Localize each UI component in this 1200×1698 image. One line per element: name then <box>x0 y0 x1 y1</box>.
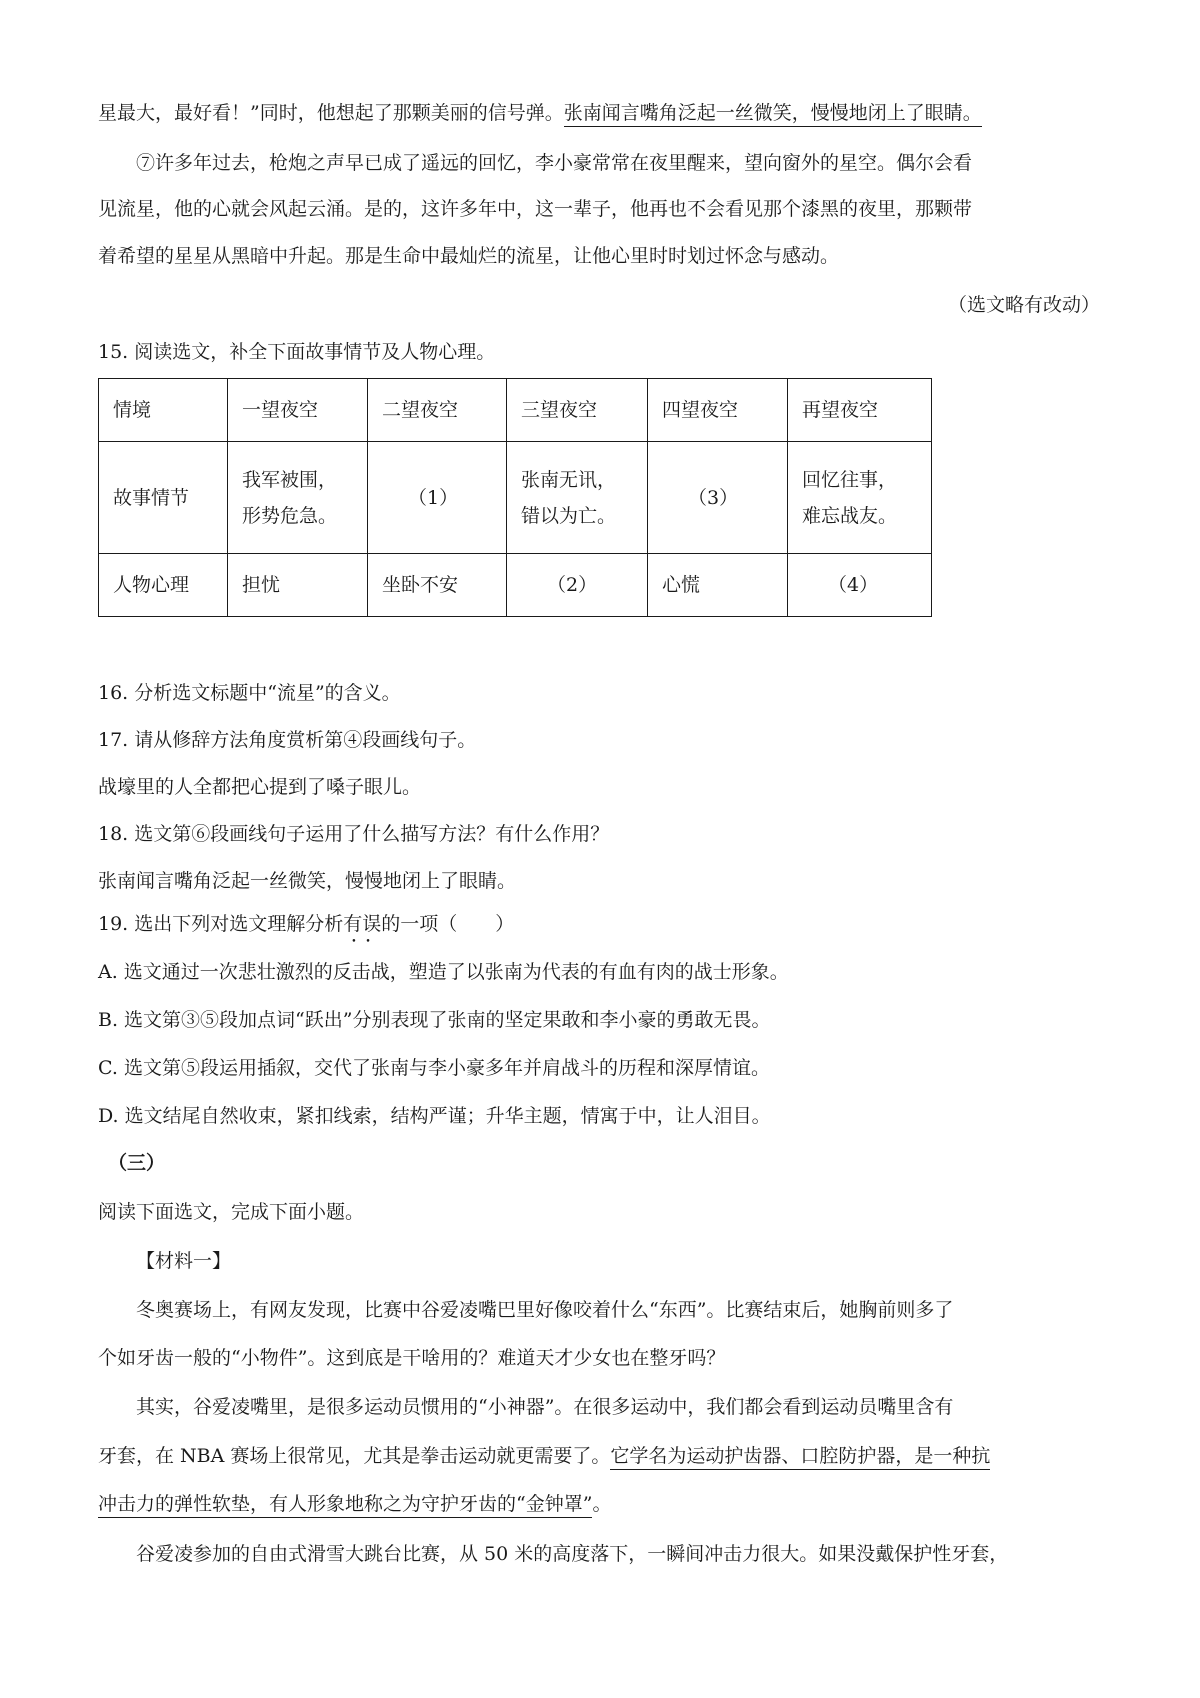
row-label-plot: 故事情节 <box>99 442 228 554</box>
question-17-quote: 战壕里的人全都把心提到了嗓子眼儿。 <box>98 776 422 798</box>
source-note: （选文略有改动） <box>947 294 1100 316</box>
question-18-stem: 18. 选文第⑥段画线句子运用了什么描写方法？有什么作用？ <box>98 823 610 845</box>
blank-3: （3） <box>688 486 739 509</box>
table-header-cell: 一望夜空 <box>228 379 368 442</box>
stem-text: 19. 选出下列对选文理解分析 <box>98 913 344 935</box>
table-cell <box>648 442 788 554</box>
stem-text: 的一项（ ） <box>381 913 515 935</box>
table-header-cell: 三望夜空 <box>507 379 648 442</box>
blank-2: （2） <box>547 574 598 596</box>
table-cell <box>368 442 507 554</box>
table-cell: 担忧 <box>228 554 368 617</box>
table-cell <box>788 554 932 617</box>
option-d: D. 选文结尾自然收束，紧扣线索，结构严谨；升华主题，情寓于中，让人泪目。 <box>98 1105 771 1127</box>
material-paragraph-line <box>98 1443 990 1469</box>
cell-text: 我军被围， 形势危急。 <box>242 468 338 527</box>
option-b: B. 选文第③⑤段加点词“跃出”分别表现了张南的坚定果敢和李小豪的勇敢无畏。 <box>98 1009 771 1031</box>
paragraph-7-line: 见流星，他的心就会风起云涌。是的，这许多年中，这一辈子，他再也不会看见那个漆黑的夜里，那颗带 <box>98 198 973 220</box>
question-15-stem: 15. 阅读选文，补全下面故事情节及人物心理。 <box>98 341 496 363</box>
emphasized-word: 有误 • • <box>343 913 381 935</box>
option-a: A. 选文通过一次悲壮激烈的反击战，塑造了以张南为代表的有血有肉的战士形象。 <box>98 961 789 983</box>
paragraph-7-line: ⑦许多年过去，枪炮之声早已成了遥远的回忆，李小豪常常在夜里醒来，望向窗外的星空。偶尔会看 <box>136 152 973 174</box>
cell-text: 回忆往事， 难忘战友。 <box>802 468 898 527</box>
table-cell: 坐卧不安 <box>368 554 507 617</box>
material-paragraph-line: 谷爱凌参加的自由式滑雪大跳台比赛，从 50 米的高度落下，一瞬间冲击力很大。如果没戴保护性牙套， <box>136 1543 1009 1565</box>
material-paragraph-line: 其实，谷爱凌嘴里，是很多运动员惯用的“小神器”。在很多运动中，我们都会看到运动员嘴里含有 <box>136 1396 954 1418</box>
table-cell <box>507 442 648 554</box>
paragraph-text: 。 <box>592 1493 612 1515</box>
blank-1: （1） <box>408 486 459 509</box>
story-table <box>98 378 932 617</box>
question-16-stem: 16. 分析选文标题中“流星”的含义。 <box>98 682 401 704</box>
material-paragraph-line: 个如牙齿一般的“小物件”。这到底是干啥用的？难道天才少女也在整牙吗？ <box>98 1347 726 1369</box>
material-label: 【材料一】 <box>136 1250 232 1272</box>
table-header-cell: 再望夜空 <box>788 379 932 442</box>
underlined-sentence: 张南闻言嘴角泛起一丝微笑，慢慢地闭上了眼睛。 <box>564 102 982 127</box>
passage-line <box>98 100 982 126</box>
option-c: C. 选文第⑤段运用插叙，交代了张南与李小豪多年并肩战斗的历程和深厚情谊。 <box>98 1057 770 1079</box>
section-heading: （三） <box>108 1152 166 1174</box>
table-cell <box>788 442 932 554</box>
table-header-cell: 二望夜空 <box>368 379 507 442</box>
material-paragraph-line <box>98 1491 611 1517</box>
section-instruction: 阅读下面选文，完成下面小题。 <box>98 1201 365 1223</box>
question-18-quote: 张南闻言嘴角泛起一丝微笑，慢慢地闭上了眼睛。 <box>98 870 517 892</box>
table-row <box>99 442 932 554</box>
passage-text: 星最大，最好看！”同时，他想起了那颗美丽的信号弹。 <box>98 102 564 124</box>
table-header-cell: 情境 <box>99 379 228 442</box>
underlined-sentence: 冲击力的弹性软垫，有人形象地称之为守护牙齿的“金钟罩” <box>98 1493 592 1518</box>
cell-text: 张南无讯， 错以为亡。 <box>521 468 617 527</box>
table-cell <box>228 442 368 554</box>
paragraph-text: 牙套，在 NBA 赛场上很常见，尤其是拳击运动就更需要了。 <box>98 1445 611 1467</box>
table-header-row <box>99 379 932 442</box>
question-19-stem <box>98 911 514 937</box>
table-header-cell: 四望夜空 <box>648 379 788 442</box>
blank-4: （4） <box>828 574 879 596</box>
row-label-psychology: 人物心理 <box>99 554 228 617</box>
underlined-sentence: 它学名为运动护齿器、口腔防护器，是一种抗 <box>610 1445 990 1470</box>
table-row <box>99 554 932 617</box>
table-cell: 心慌 <box>648 554 788 617</box>
paragraph-7-line: 着希望的星星从黑暗中升起。那是生命中最灿烂的流星，让他心里时时划过怀念与感动。 <box>98 245 840 267</box>
question-17-stem: 17. 请从修辞方法角度赏析第④段画线句子。 <box>98 729 477 751</box>
material-paragraph-line: 冬奥赛场上，有网友发现，比赛中谷爱凌嘴巴里好像咬着什么“东西”。比赛结束后，她胸前则多了 <box>136 1299 954 1321</box>
table-cell <box>507 554 648 617</box>
